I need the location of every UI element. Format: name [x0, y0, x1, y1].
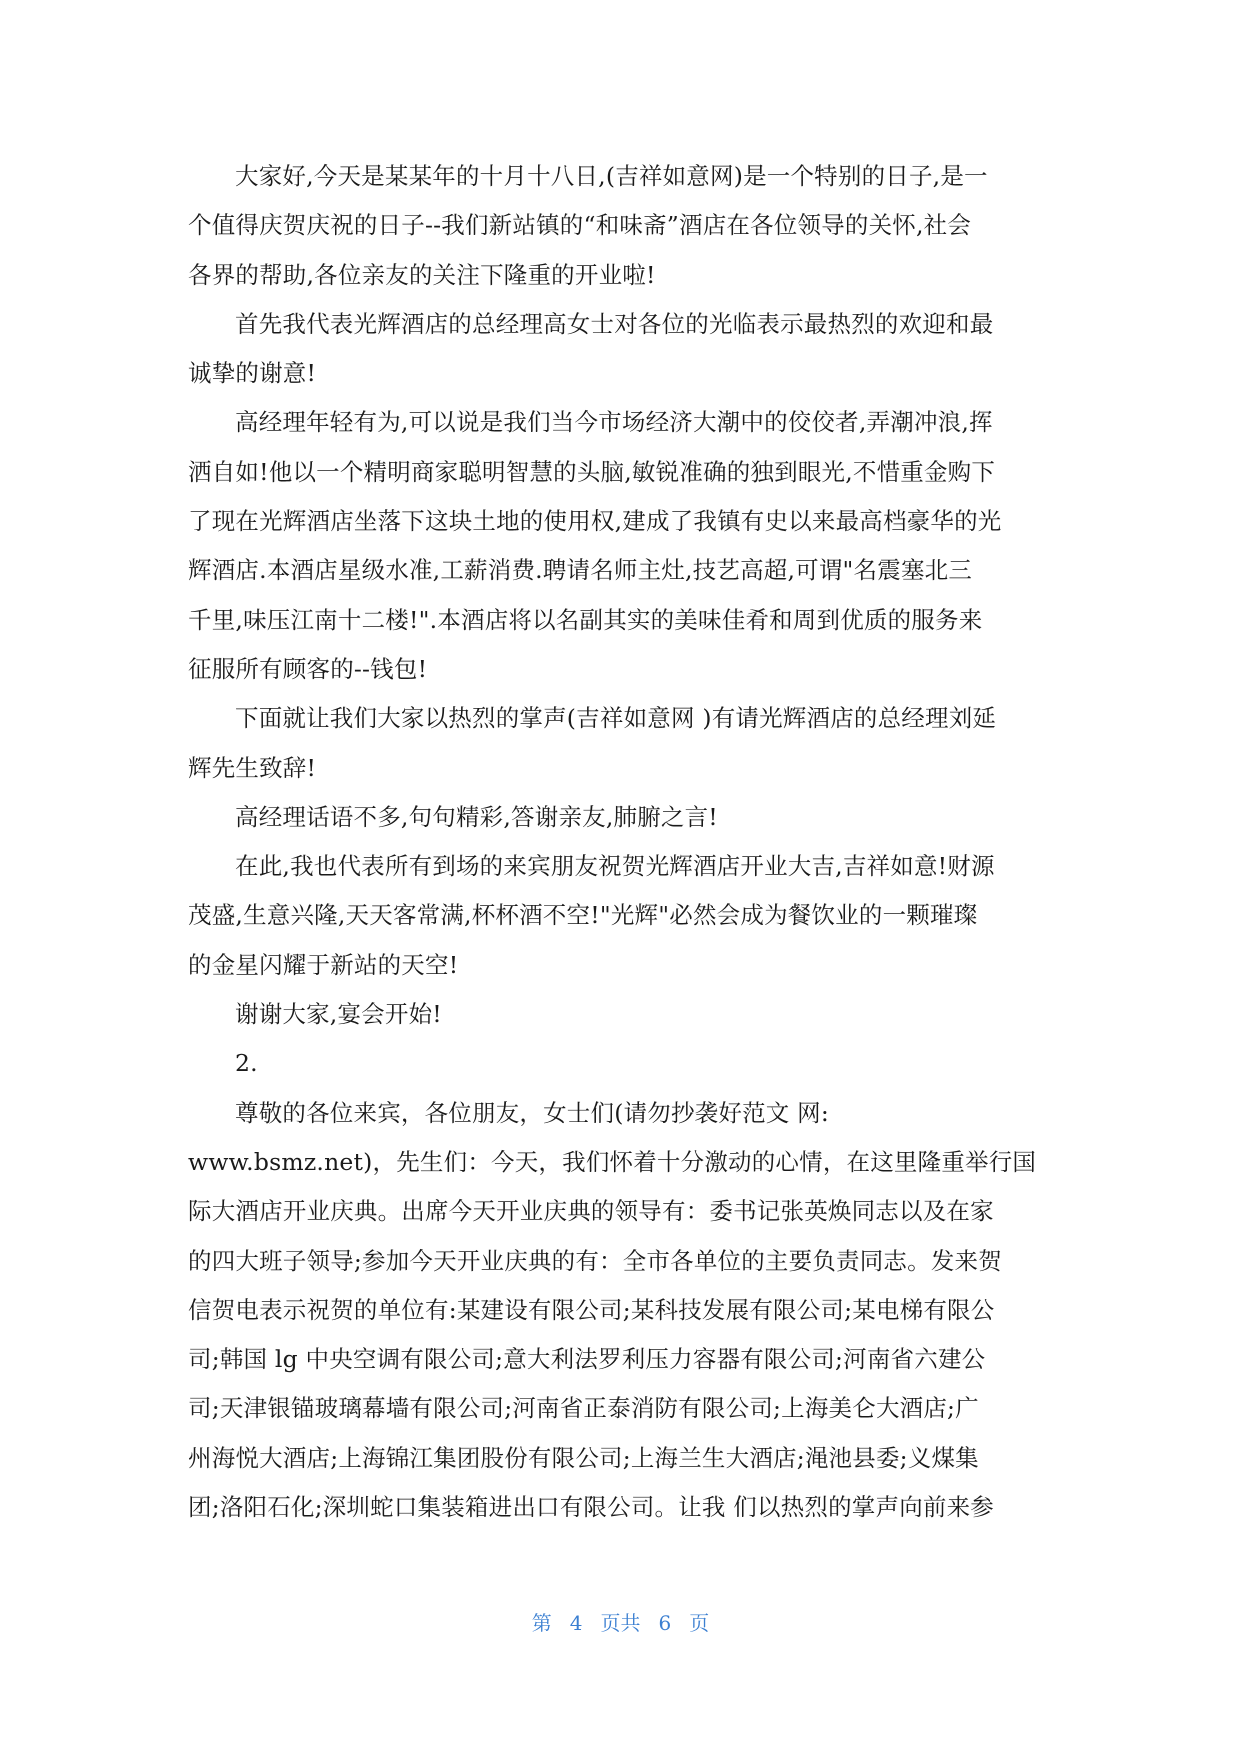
footer-middle: 页共	[600, 1611, 641, 1635]
footer-page-number: 4	[569, 1611, 583, 1635]
paragraph-ceremony-details: www.bsmz.net)，先生们：今天，我们怀着十分激动的心情，在这里隆重举行国 际大酒店开业庆典。出席今天开业庆典的领导有：委书记张英焕同志以及在家 的四大班子领导;参加今天开业庆典的有：全市各单位的主要负责同志。发来贺 信贺电表示祝贺的单位有:某建设有限公司;某科技发展有限公司;某电梯有限公 司;韩国 lg 中央空调有限公司;意大利法罗利压力容器有限公司;河南省六建公 司;天津银锚玻璃幕墙有限公司;河南省正泰消防有限公司;上海美仑大酒店;广 州海悦大酒店;上海锦江集团股份有限公司;上海兰生大酒店;渑池县委;义煤集 团;洛阳石化;深圳蛇口集装箱进出口有限公司。让我 们以热烈的掌声向前来参	[188, 1147, 1037, 1522]
footer-total-pages: 6	[658, 1611, 672, 1635]
page-footer	[0, 1607, 1241, 1636]
footer-prefix: 第	[531, 1611, 552, 1635]
paragraph-opening-greeting: 大家好,今天是某某年的十月十八日,(吉祥如意网)是一个特别的日子,是一 个值得庆贺庆祝的日子--我们新站镇的“和味斋”酒店在各位领导的关怀,社会 各界的帮助,各位亲友的关注下隆重的开业啦!	[188, 162, 988, 289]
paragraph-second-greeting: 尊敬的各位来宾，各位朋友，女士们(请勿抄袭好范文 网:	[235, 1098, 829, 1127]
section-number: 2.	[235, 1049, 258, 1078]
paragraph-speech-invitation: 下面就让我们大家以热烈的掌声(吉祥如意网 )有请光辉酒店的总经理刘延 辉先生致辞!	[188, 704, 997, 782]
paragraph-welcome: 首先我代表光辉酒店的总经理高女士对各位的光临表示最热烈的欢迎和最 诚挚的谢意!	[188, 309, 994, 388]
paragraph-banquet-start: 谢谢大家,宴会开始!	[235, 1000, 442, 1029]
footer-suffix: 页	[689, 1611, 710, 1635]
paragraph-congratulations: 在此,我也代表所有到场的来宾朋友祝贺光辉酒店开业大吉,吉祥如意!财源 茂盛,生意兴隆,天天客常满,杯杯酒不空!"光辉"必然会成为餐饮业的一颗璀璨 的金星闪耀于新站的天空!	[188, 852, 995, 979]
paragraph-manager-praise: 高经理年轻有为,可以说是我们当今市场经济大潮中的佼佼者,弄潮冲浪,挥 洒自如!他以一个精明商家聪明智慧的头脑,敏锐准确的独到眼光,不惜重金购下 了现在光辉酒店坐落下这块土地的使用权,建成了我镇有史以来最高档豪华的光 辉酒店.本酒店星级水准,工薪消费.聘请名师主灶,技艺高超,可谓"名震塞北三 千里,味压江南十二楼!".本酒店将以名副其实的美味佳肴和周到优质的服务来 征服所有顾客的--钱包!	[188, 408, 1002, 683]
document-body	[188, 152, 1056, 1532]
paragraph-speech-comment: 高经理话语不多,句句精彩,答谢亲友,肺腑之言!	[235, 802, 718, 831]
